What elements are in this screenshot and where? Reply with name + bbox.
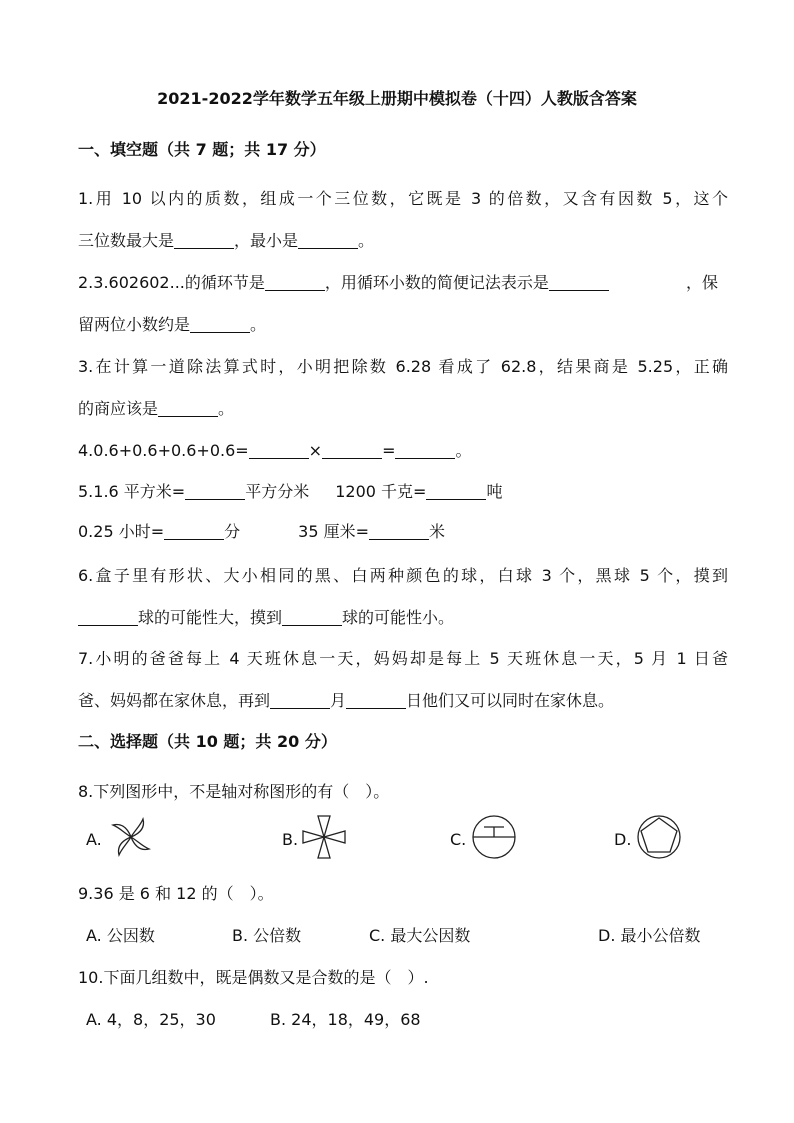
q10-option-b[interactable]: B. 24，18，49，68 [270,1010,421,1029]
q2-text-b: ，用循环小数的简便记法表示是 [324,273,549,292]
q5-row2 [78,519,728,542]
q5-text-f: 分 [224,522,241,541]
q4-line [78,438,728,461]
q5-text-d: 吨 [486,482,503,501]
q4-text-a: 4.0.6+0.6+0.6+0.6= [78,441,249,460]
q5-text-e: 0.25 小时= [78,522,165,541]
q3-text-a: 的商应该是 [78,399,159,418]
q2-text-d: 留两位小数约是 [78,315,191,334]
q7-month-blank[interactable] [270,694,330,709]
q1-line2 [78,228,728,251]
q1-answer-min-blank[interactable] [298,234,358,249]
q5-text-b: 平方分米 [245,482,310,501]
q8-stem: 8.下列图形中，不是轴对称图形的有（ ）。 [78,782,390,801]
q10-option-a[interactable]: A. 4，8，25，30 [86,1010,216,1029]
page-title: 2021-2022学年数学五年级上册期中模拟卷（十四）人教版含答案 [157,89,637,108]
q2-cycle-blank[interactable] [265,276,325,291]
q9-option-c[interactable]: C. 最大公因数 [369,926,471,945]
q7-text-b: 月 [330,691,347,710]
q2-text-e: 。 [250,315,267,334]
q2-line1 [78,270,718,293]
q1-text-b: ，最小是 [234,231,299,250]
q7-day-blank[interactable] [346,694,406,709]
q5-blank-2[interactable] [426,485,486,500]
q9-option-d[interactable]: D. 最小公倍数 [598,926,701,945]
section-heading-choice: 二、选择题（共 10 题；共 20 分） [78,732,337,751]
q8-option-d-label[interactable]: D. [614,830,632,849]
q9-option-b[interactable]: B. 公倍数 [232,926,302,945]
q2-line2 [78,312,728,335]
cross-shape-figure [300,813,348,861]
q6-line2 [78,605,728,628]
q3-line2 [78,396,728,419]
q8-option-a-label[interactable]: A. [86,830,102,849]
q10-stem: 10.下面几组数中，既是偶数又是合数的是（ ）. [78,968,429,987]
q5-text-h: 米 [429,522,446,541]
q7-text-c: 日他们又可以同时在家休息。 [406,691,615,710]
q4-blank-3[interactable] [395,444,455,459]
q9-stem: 9.36 是 6 和 12 的（ ）。 [78,884,274,903]
q2-text-c: ，保 [685,273,718,292]
q6-text-b: 球的可能性小。 [342,608,455,627]
q2-notation-blank[interactable] [549,276,609,291]
q1-answer-max-blank[interactable] [174,234,234,249]
q7-text-a: 爸、妈妈都在家休息，再到 [78,691,271,710]
q5-blank-4[interactable] [369,525,429,540]
q1-line1: 1.用 10 以内的质数，组成一个三位数，它既是 3 的倍数，又含有因数 5，这个 [78,189,728,208]
q5-text-g: 35 厘米= [298,522,369,541]
q7-line2 [78,688,728,711]
q6-blank-1[interactable] [78,611,138,626]
circle-symbol-figure [470,813,518,861]
q3-answer-blank[interactable] [158,402,218,417]
q6-blank-2[interactable] [282,611,342,626]
q5-text-c: 1200 千克= [335,482,427,501]
q4-blank-1[interactable] [249,444,309,459]
q4-blank-2[interactable] [322,444,382,459]
q8-option-c-label[interactable]: C. [450,830,467,849]
q3-line1: 3.在计算一道除法算式时，小明把除数 6.28 看成了 62.8，结果商是 5.25，正确 [78,357,728,376]
q2-text-a: 2.3.602602...的循环节是 [78,273,265,292]
q6-text-a: 球的可能性大，摸到 [138,608,283,627]
q5-blank-3[interactable] [164,525,224,540]
q5-text-a: 5.1.6 平方米= [78,482,186,501]
section-heading-fill-in: 一、填空题（共 7 题；共 17 分） [78,140,326,159]
q7-line1: 7.小明的爸爸每上 4 天班休息一天，妈妈却是每上 5 天班休息一天，5 月 1 日爸 [78,649,728,668]
q6-line1: 6.盒子里有形状、大小相同的黑、白两种颜色的球，白球 3 个，黑球 5 个，摸到 [78,566,728,585]
q1-text-a: 三位数最大是 [78,231,175,250]
q2-round-blank[interactable] [190,318,250,333]
q9-option-a[interactable]: A. 公因数 [86,926,155,945]
q4-equals: = [382,441,396,460]
pentagon-in-circle-figure [635,813,683,861]
q5-blank-1[interactable] [185,485,245,500]
pinwheel-figure [107,813,155,861]
q4-end: 。 [455,441,472,460]
q1-text-c: 。 [358,231,375,250]
q8-option-b-label[interactable]: B. [282,830,299,849]
q3-text-b: 。 [218,399,235,418]
q4-times: × [308,441,323,460]
q5-row1 [78,479,728,502]
